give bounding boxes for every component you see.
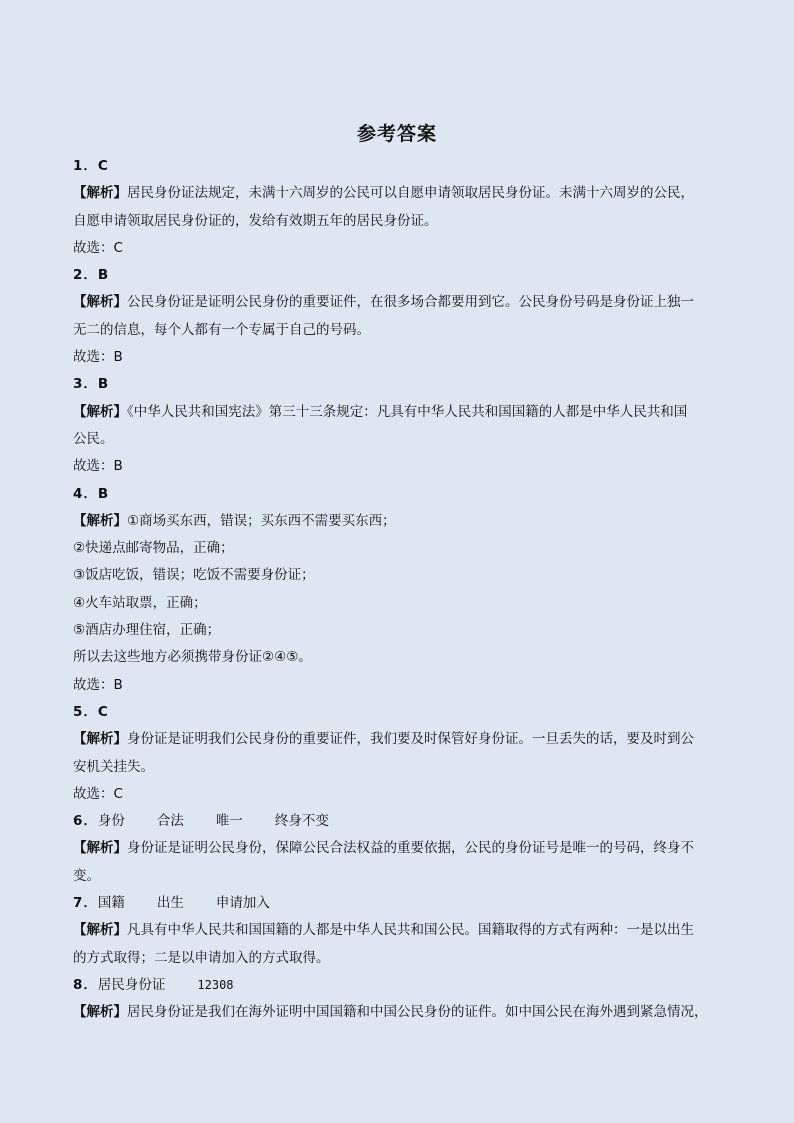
question-2-analysis-line: 【解析】公民身份证是证明公民身份的重要证件，在很多场合都要用到它。公民身份号码是身份证上独一 xyxy=(73,294,694,311)
question-2-number: 2．B xyxy=(73,267,110,284)
question-4-analysis-line: ⑤酒店办理住宿，正确； xyxy=(73,622,221,639)
question-4-analysis-line: ②快递点邮寄物品，正确； xyxy=(73,540,234,557)
question-3-analysis-line: 【解析】《中华人民共和国宪法》第三十三条规定：凡具有中华人民共和国国籍的人都是中华人民共和国 xyxy=(73,403,688,420)
question-7-analysis-line: 的方式取得；二是以申请加入的方式取得。 xyxy=(73,949,330,966)
question-5-number: 5．C xyxy=(73,703,109,720)
answer-blank: 12308 xyxy=(197,977,234,992)
question-6-answer-line: 6．身份 合法 唯一 终身不变 xyxy=(73,813,329,830)
answer-blank: 身份 xyxy=(97,813,125,830)
answer-blank: 出生 xyxy=(156,895,184,912)
page-title: 参考答案 xyxy=(356,123,437,145)
question-1-conclusion: 故选：C xyxy=(73,239,123,256)
answer-list xyxy=(73,155,723,1029)
question-8-answer-line: 8．居民身份证 12308 xyxy=(73,976,234,993)
question-4-analysis-line: ③饭店吃饭，错误；吃饭不需要身份证； xyxy=(73,567,315,584)
question-6-analysis-line: 变。 xyxy=(73,867,100,884)
question-5-analysis-line: 安机关挂失。 xyxy=(73,758,154,775)
question-1-analysis-line: 【解析】居民身份证法规定，未满十六周岁的公民可以自愿申请领取居民身份证。未满十六周岁的公民， xyxy=(73,185,694,202)
answer-blank: 合法 xyxy=(156,813,184,830)
question-2-conclusion: 故选：B xyxy=(73,349,123,366)
answer-blank: 申请加入 xyxy=(215,895,270,912)
question-2-analysis-line: 无二的信息，每个人都有一个专属于自己的号码。 xyxy=(73,321,370,338)
answer-blank: 居民身份证 xyxy=(97,976,166,993)
answer-blank: 终身不变 xyxy=(274,813,329,830)
question-3-number: 3．B xyxy=(73,376,110,393)
question-1-number: 1．C xyxy=(73,158,109,174)
question-7-analysis-line: 【解析】凡具有中华人民共和国国籍的人都是中华人民共和国公民。国籍取得的方式有两种：一是以出生 xyxy=(73,922,694,939)
answer-blank: 国籍 xyxy=(97,895,125,912)
question-5-analysis-line: 【解析】身份证是证明我们公民身份的重要证件，我们要及时保管好身份证。一旦丢失的话，要及时到公 xyxy=(73,731,694,748)
question-4-analysis-line: ④火车站取票，正确； xyxy=(73,594,207,611)
question-4-conclusion: 故选：B xyxy=(73,676,123,693)
question-5-conclusion: 故选：C xyxy=(73,785,123,802)
question-4-analysis-line: 所以去这些地方必须携带身份证②④⑤。 xyxy=(73,649,312,666)
question-8-analysis-line: 【解析】居民身份证是我们在海外证明中国国籍和中国公民身份的证件。如中国公民在海外遇到紧急情况， xyxy=(73,1004,708,1021)
question-7-answer-line: 7．国籍 出生 申请加入 xyxy=(73,895,270,912)
question-1-analysis-line: 自愿申请领取居民身份证的，发给有效期五年的居民身份证。 xyxy=(73,212,438,229)
question-3-conclusion: 故选：B xyxy=(73,458,123,475)
question-4-analysis-line: 【解析】①商场买东西，错误；买东西不需要买东西； xyxy=(73,512,396,529)
question-3-analysis-line: 公民。 xyxy=(73,430,114,447)
answer-blank: 唯一 xyxy=(215,813,243,830)
question-4-number: 4．B xyxy=(73,485,110,502)
question-6-analysis-line: 【解析】身份证是证明公民身份，保障公民合法权益的重要依据，公民的身份证号是唯一的号码，终身不 xyxy=(73,840,694,857)
